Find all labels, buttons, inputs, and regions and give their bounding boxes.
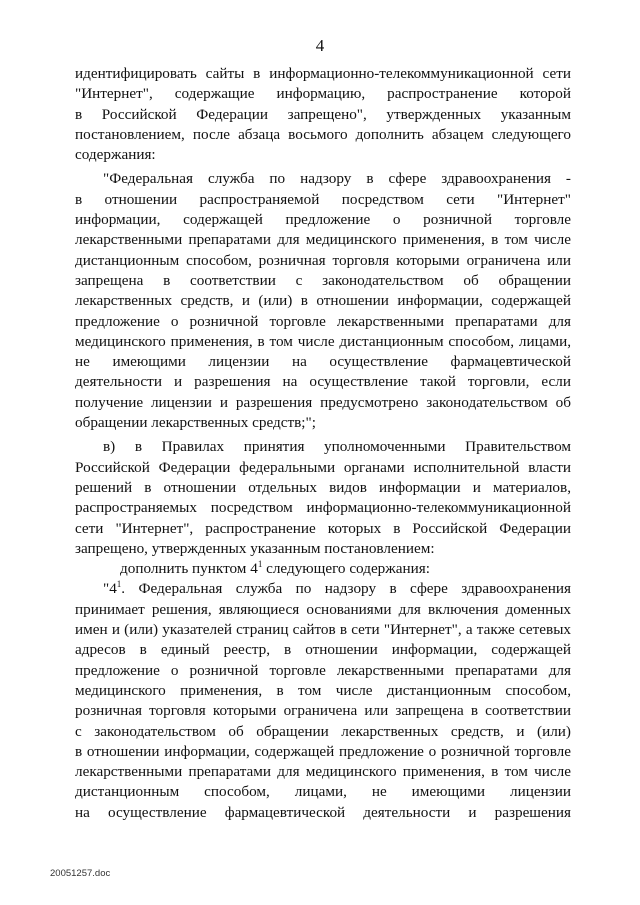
text-line xyxy=(75,559,571,579)
superscript: 1 xyxy=(116,579,122,590)
text-line: принимает решения, являющиеся основаниями для включения доменных xyxy=(75,600,571,618)
text-line: Российской Федерации федеральными органами исполнительной власти xyxy=(75,458,571,476)
text-line: не имеющими лицензии на осуществление фармацевтической xyxy=(75,353,571,371)
text-line: адресов в единый реестр, в отношении информации, содержащей xyxy=(75,641,571,659)
text-line: решений в отношении отдельных видов информации и материалов, xyxy=(75,478,571,496)
text-line: запрещено, утвержденных указанным постановлением: xyxy=(75,539,435,557)
text-fragment: дополнить пунктом 4 xyxy=(120,560,258,578)
text-line: медицинского применения, в том числе дистанционным способом, лицами, xyxy=(75,332,571,350)
text-line: имен и (или) указателей страниц сайтов в сети "Интернет", а также сетевых xyxy=(75,621,571,639)
text-line: сети "Интернет", распространение которых в Российской Федерации xyxy=(75,519,571,537)
text-line: розничная торговля которыми ограничена или запрещена в соответствии xyxy=(75,702,571,720)
text-line: содержания: xyxy=(75,146,156,164)
text-line: на осуществление фармацевтической деятельности и разрешения xyxy=(75,803,571,821)
document-body xyxy=(75,64,571,823)
text-line: "Интернет", содержащие информацию, распространение которой xyxy=(75,85,571,103)
text-line: запрещена в соответствии с законодательством об обращении xyxy=(75,271,571,289)
text-line: получение лицензии и разрешения предусмотрено законодательством об xyxy=(75,393,571,411)
text-line: информации, содержащей предложение о розничной торговле xyxy=(75,211,571,229)
text-line: деятельности и разрешения на осуществление такой торговли, если xyxy=(75,373,571,391)
text-line: в отношении распространяемой посредством сети "Интернет" xyxy=(75,190,571,208)
text-line: дистанционным способом, розничная торговля которыми ограничена или xyxy=(75,251,571,269)
superscript: 1 xyxy=(257,559,263,570)
text-line: лекарственными препаратами для медицинского применения, в том числе xyxy=(75,231,571,249)
text-fragment: "4 xyxy=(103,580,117,598)
text-line: в Российской Федерации запрещено", утвержденных указанным xyxy=(75,105,571,123)
text-line: медицинского применения, в том числе дистанционным способом, xyxy=(75,681,571,699)
text-line: предложение о розничной торговле лекарственными препаратами для xyxy=(75,312,571,330)
text-line: в отношении информации, содержащей предложение о розничной торговле xyxy=(75,742,571,760)
text-fragment: следующего содержания: xyxy=(262,560,430,578)
text-line: с законодательством об обращении лекарственных средств, и (или) xyxy=(75,722,571,740)
text-line: дистанционным способом, лицами, не имеющими лицензии xyxy=(75,783,571,801)
text-line: лекарственными препаратами для медицинского применения, в том числе xyxy=(75,763,571,781)
text-line: распространяемых посредством информационно-телекоммуникационной xyxy=(75,499,571,517)
text-fragment: . Федеральная служба по надзору в сфере здравоохранения xyxy=(121,580,571,598)
text-line: обращении лекарственных средств;"; xyxy=(75,414,316,432)
text-line: лекарственных средств, и (или) в отношении информации, содержащей xyxy=(75,292,571,310)
file-name-footer: 20051257.doc xyxy=(50,868,111,879)
text-line: предложение о розничной торговле лекарственными препаратами для xyxy=(75,661,571,679)
text-line: "Федеральная служба по надзору в сфере здравоохранения - xyxy=(103,170,571,188)
text-line xyxy=(75,579,571,599)
text-line: в) в Правилах принятия уполномоченными Правительством xyxy=(103,438,571,456)
page-number: 4 xyxy=(315,36,325,55)
text-line: постановлением, после абзаца восьмого дополнить абзацем следующего xyxy=(75,125,571,143)
text-line: идентифицировать сайты в информационно-телекоммуникационной сети xyxy=(75,65,571,82)
